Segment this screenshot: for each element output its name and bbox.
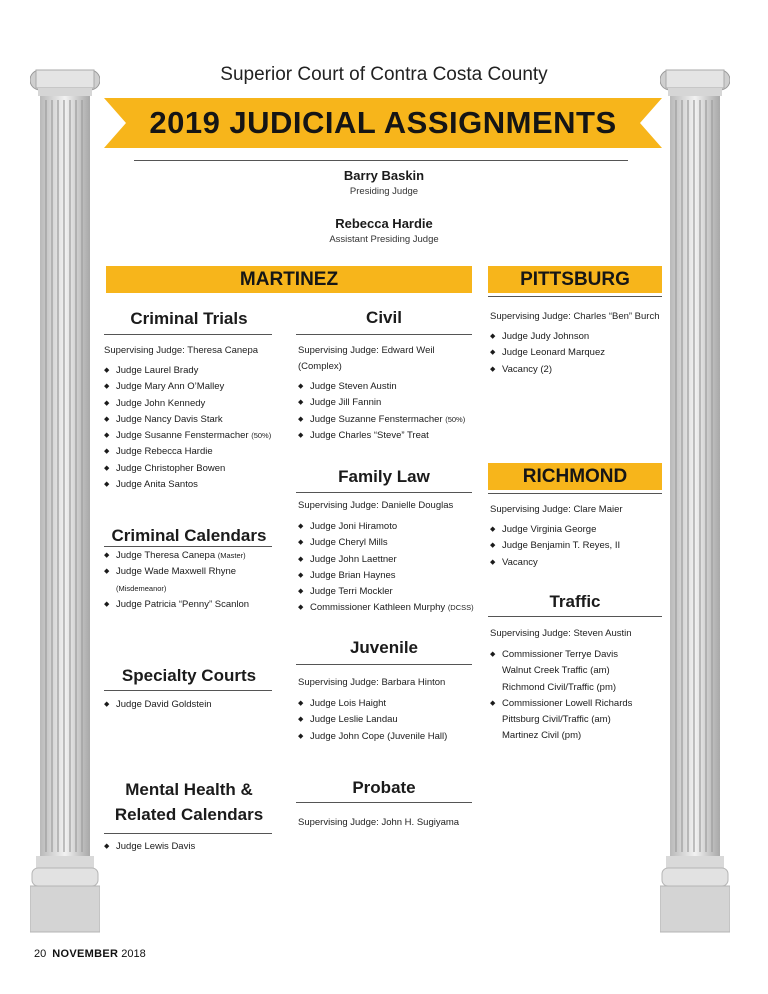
specialty-courts-title: Specialty Courts	[121, 666, 257, 685]
list-item: ◆ Judge John Kennedy	[104, 396, 271, 412]
diamond-bullet-icon: ◆	[104, 481, 110, 489]
list-item: ◆ Judge Theresa Canepa (Master)	[104, 548, 249, 564]
list-item: ◆ Judge Benjamin T. Reyes, II	[490, 538, 620, 554]
diamond-bullet-icon: ◆	[104, 552, 110, 559]
probate-rule	[296, 802, 472, 803]
assistant-presiding-judge-name: Rebecca Hardie	[335, 216, 433, 231]
diamond-bullet-icon: ◆	[298, 399, 304, 407]
richmond-supervisor: Supervising Judge: Clare Maier	[490, 504, 623, 515]
diamond-bullet-icon: ◆	[104, 843, 110, 850]
diamond-bullet-icon: ◆	[298, 523, 304, 530]
diamond-bullet-icon: ◆	[104, 432, 110, 440]
list-item: ◆ Vacancy	[490, 555, 620, 571]
list-item: ◆ Judge David Goldstein	[104, 697, 212, 713]
criminal-calendars-title: Criminal Calendars	[111, 526, 267, 545]
list-item: ◆ Judge Suzanne Fenstermacher (50%)	[298, 412, 465, 428]
diamond-bullet-icon: ◆	[490, 349, 496, 357]
diamond-bullet-icon: ◆	[298, 383, 304, 390]
specialty-courts-list	[104, 697, 212, 713]
list-item: ◆ Judge Judy Johnson	[490, 329, 605, 345]
criminal-trials-rule	[104, 334, 272, 335]
list-item: ◆ Judge Patricia “Penny” Scanlon	[104, 597, 249, 613]
diamond-bullet-icon: ◆	[104, 367, 110, 374]
list-item: ◆ Judge Christopher Bowen	[104, 461, 271, 477]
list-item-detail: Walnut Creek Traffic (am)	[502, 665, 610, 677]
diamond-bullet-icon: ◆	[490, 699, 496, 707]
criminal-trials-list	[104, 363, 271, 493]
list-item: ◆ Judge Joni Hiramoto	[298, 519, 474, 535]
region-richmond: RICHMOND	[488, 463, 662, 490]
mental-health-title-line2: Related Calendars	[114, 805, 264, 824]
diamond-bullet-icon: ◆	[298, 716, 304, 724]
diamond-bullet-icon: ◆	[298, 700, 304, 707]
family-law-rule	[296, 492, 472, 493]
diamond-bullet-icon: ◆	[104, 399, 110, 407]
civil-title: Civil	[366, 308, 402, 327]
list-item-note: (Misdemeanor)	[116, 583, 167, 593]
list-item: ◆ Judge Steven Austin	[298, 379, 465, 395]
pittsburg-list	[490, 329, 605, 378]
diamond-bullet-icon: ◆	[490, 558, 496, 566]
criminal-calendars-list	[104, 548, 249, 613]
juvenile-title: Juvenile	[349, 638, 419, 657]
list-item: ◆ Judge Cheryl Mills	[298, 535, 474, 551]
civil-supervisor-note: (Complex)	[298, 361, 342, 372]
page-number: 20	[34, 948, 47, 960]
diamond-bullet-icon: ◆	[104, 701, 110, 708]
presiding-judge-block	[0, 168, 768, 197]
mental-health-title-line1: Mental Health &	[125, 780, 253, 799]
banner-title: 2019 JUDICIAL ASSIGNMENTS	[149, 105, 617, 140]
list-item-detail: Pittsburg Civil/Traffic (am)	[502, 714, 611, 726]
diamond-bullet-icon: ◆	[298, 415, 304, 423]
criminal-trials-supervisor: Supervising Judge: Theresa Canepa	[104, 345, 259, 356]
diamond-bullet-icon: ◆	[490, 333, 496, 340]
list-item: ◆ Judge Brian Haynes	[298, 568, 474, 584]
diamond-bullet-icon: ◆	[104, 600, 110, 608]
list-item: ◆ Judge Mary Ann O’Malley	[104, 379, 271, 395]
region-pittsburg: PITTSBURG	[488, 266, 662, 293]
list-item: ◆ Commissioner Terrye Davis	[490, 647, 632, 663]
header-rule	[134, 160, 628, 161]
list-item: ◆ Commissioner Lowell Richards	[490, 696, 632, 712]
diamond-bullet-icon: ◆	[104, 415, 110, 423]
list-item: ◆ Judge Jill Fannin	[298, 395, 465, 411]
list-item: ◆ Judge Charles “Steve” Treat	[298, 428, 465, 444]
page-footer	[34, 948, 146, 960]
list-item: ◆ Judge Virginia George	[490, 522, 620, 538]
list-item: ◆ Judge Laurel Brady	[104, 363, 271, 379]
probate-title: Probate	[352, 778, 416, 797]
criminal-calendars-rule	[104, 546, 272, 547]
pittsburg-supervisor: Supervising Judge: Charles “Ben” Burch	[490, 311, 660, 322]
traffic-supervisor: Supervising Judge: Steven Austin	[490, 628, 632, 639]
traffic-rule	[488, 616, 662, 617]
mental-health-rule	[104, 833, 272, 834]
juvenile-rule	[296, 664, 472, 665]
list-item: ◆ Judge Terri Mockler	[298, 584, 474, 600]
list-item: ◆ Judge Lois Haight	[298, 696, 447, 712]
family-law-list	[298, 519, 474, 617]
criminal-trials-title: Criminal Trials	[130, 309, 248, 328]
court-name: Superior Court of Contra Costa County	[220, 64, 548, 85]
list-item: ◆ Judge John Laettner	[298, 552, 474, 568]
pittsburg-rule	[488, 296, 662, 297]
diamond-bullet-icon: ◆	[490, 651, 496, 658]
list-item: ◆ Judge Anita Santos	[104, 477, 271, 493]
civil-list	[298, 379, 465, 444]
presiding-judge-role: Presiding Judge	[349, 186, 419, 197]
diamond-bullet-icon: ◆	[298, 555, 304, 563]
juvenile-list	[298, 696, 447, 745]
diamond-bullet-icon: ◆	[298, 588, 304, 596]
richmond-list	[490, 522, 620, 571]
diamond-bullet-icon: ◆	[490, 526, 496, 533]
assistant-presiding-judge-role: Assistant Presiding Judge	[329, 234, 439, 245]
diamond-bullet-icon: ◆	[298, 431, 304, 439]
richmond-rule	[488, 493, 662, 494]
traffic-title: Traffic	[549, 592, 601, 611]
diamond-bullet-icon: ◆	[490, 365, 496, 373]
assistant-presiding-judge-block	[0, 216, 768, 245]
list-item: ◆ Judge Leonard Marquez	[490, 345, 605, 361]
list-item-detail: Richmond Civil/Traffic (pm)	[502, 681, 617, 693]
assignments-banner	[104, 98, 662, 148]
specialty-courts-rule	[104, 690, 272, 691]
probate-supervisor: Supervising Judge: John H. Sugiyama	[298, 817, 460, 828]
presiding-judge-name: Barry Baskin	[343, 168, 425, 183]
issue-year: 2018	[121, 948, 146, 960]
diamond-bullet-icon: ◆	[104, 448, 110, 456]
list-item: ◆ Judge Nancy Davis Stark	[104, 412, 271, 428]
list-item: ◆ Judge Susanne Fenstermacher (50%)	[104, 428, 271, 444]
juvenile-supervisor: Supervising Judge: Barbara Hinton	[298, 677, 446, 688]
list-item: ◆ Judge Wade Maxwell Rhyne	[104, 564, 249, 580]
diamond-bullet-icon: ◆	[298, 571, 304, 579]
diamond-bullet-icon: ◆	[104, 464, 110, 472]
issue-month: NOVEMBER	[52, 948, 119, 960]
list-item: ◆ Judge Leslie Landau	[298, 712, 447, 728]
diamond-bullet-icon: ◆	[298, 732, 304, 740]
traffic-list	[490, 647, 632, 745]
civil-rule	[296, 334, 472, 335]
diamond-bullet-icon: ◆	[490, 542, 496, 550]
list-item: ◆ Judge Lewis Davis	[104, 839, 195, 855]
family-law-title: Family Law	[338, 467, 430, 486]
diamond-bullet-icon: ◆	[104, 383, 110, 391]
list-item: ◆ Vacancy (2)	[490, 362, 605, 378]
diamond-bullet-icon: ◆	[298, 604, 304, 612]
list-item-detail: Martinez Civil (pm)	[502, 730, 582, 742]
civil-supervisor: Supervising Judge: Edward Weil	[298, 345, 435, 356]
list-item: ◆ Commissioner Kathleen Murphy (DCSS)	[298, 600, 474, 616]
region-martinez: MARTINEZ	[106, 266, 472, 293]
diamond-bullet-icon: ◆	[298, 539, 304, 547]
list-item: ◆ Judge John Cope (Juvenile Hall)	[298, 729, 447, 745]
diamond-bullet-icon: ◆	[104, 568, 110, 576]
family-law-supervisor: Supervising Judge: Danielle Douglas	[298, 500, 454, 511]
list-item: ◆ Judge Rebecca Hardie	[104, 444, 271, 460]
mental-health-list	[104, 839, 195, 855]
